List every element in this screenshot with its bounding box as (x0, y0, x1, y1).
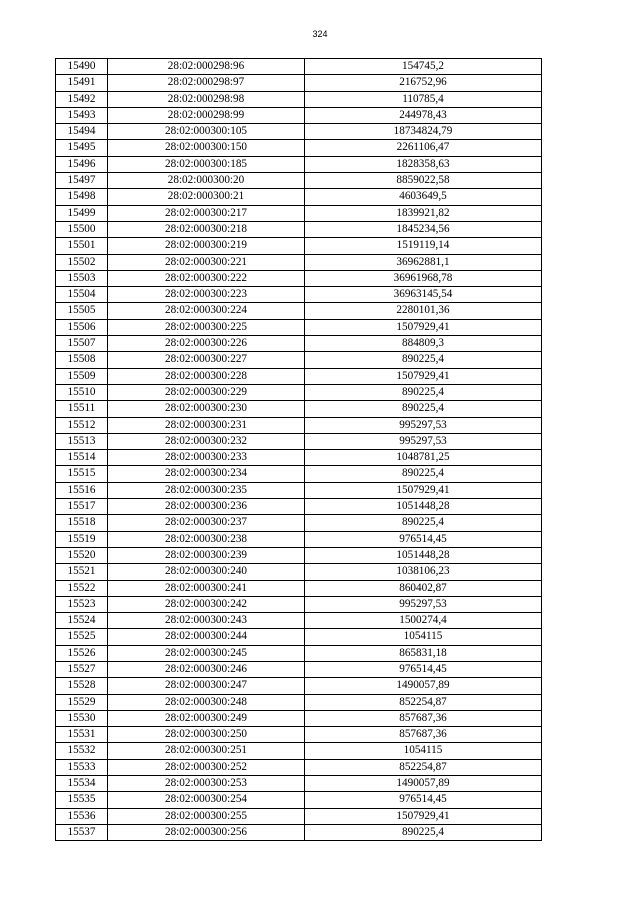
cadastral-number-cell: 28:02:000300:252 (108, 759, 305, 775)
row-number-cell: 15494 (56, 124, 108, 140)
value-cell: 1054115 (305, 743, 542, 759)
table-row (56, 433, 542, 449)
value-cell: 1490057,89 (305, 678, 542, 694)
value-cell: 1490057,89 (305, 776, 542, 792)
cadastral-number-cell: 28:02:000300:244 (108, 629, 305, 645)
cadastral-number-cell: 28:02:000300:245 (108, 645, 305, 661)
table-row (56, 727, 542, 743)
row-number-cell: 15514 (56, 450, 108, 466)
row-number-cell: 15490 (56, 59, 108, 75)
cadastral-number-cell: 28:02:000300:243 (108, 613, 305, 629)
cadastral-number-cell: 28:02:000300:223 (108, 287, 305, 303)
row-number-cell: 15499 (56, 205, 108, 221)
row-number-cell: 15533 (56, 759, 108, 775)
row-number-cell: 15509 (56, 368, 108, 384)
table-row (56, 450, 542, 466)
value-cell: 244978,43 (305, 107, 542, 123)
value-cell: 1828358,63 (305, 156, 542, 172)
row-number-cell: 15530 (56, 710, 108, 726)
table-row (56, 661, 542, 677)
table-row (56, 824, 542, 840)
table-row (56, 319, 542, 335)
row-number-cell: 15517 (56, 499, 108, 515)
cadastral-number-cell: 28:02:000300:249 (108, 710, 305, 726)
cadastral-number-cell: 28:02:000300:237 (108, 515, 305, 531)
value-cell: 857687,36 (305, 727, 542, 743)
value-cell: 890225,4 (305, 352, 542, 368)
row-number-cell: 15498 (56, 189, 108, 205)
table-row (56, 75, 542, 91)
cadastral-number-cell: 28:02:000300:248 (108, 694, 305, 710)
table-row (56, 287, 542, 303)
value-cell: 1507929,41 (305, 482, 542, 498)
cadastral-number-cell: 28:02:000300:238 (108, 531, 305, 547)
value-cell: 890225,4 (305, 515, 542, 531)
cadastral-number-cell: 28:02:000300:233 (108, 450, 305, 466)
cadastral-number-cell: 28:02:000300:241 (108, 580, 305, 596)
row-number-cell: 15502 (56, 254, 108, 270)
table-row (56, 613, 542, 629)
cadastral-number-cell: 28:02:000300:150 (108, 140, 305, 156)
table-row (56, 384, 542, 400)
value-cell: 1839921,82 (305, 205, 542, 221)
table-row (56, 531, 542, 547)
value-cell: 36961968,78 (305, 270, 542, 286)
cadastral-number-cell: 28:02:000300:235 (108, 482, 305, 498)
cadastral-number-cell: 28:02:000300:256 (108, 824, 305, 840)
value-cell: 890225,4 (305, 466, 542, 482)
cadastral-number-cell: 28:02:000300:222 (108, 270, 305, 286)
cadastral-number-cell: 28:02:000300:247 (108, 678, 305, 694)
value-cell: 1051448,28 (305, 547, 542, 563)
value-cell: 1507929,41 (305, 319, 542, 335)
cadastral-number-cell: 28:02:000298:96 (108, 59, 305, 75)
value-cell: 110785,4 (305, 91, 542, 107)
table-row (56, 759, 542, 775)
value-cell: 1038106,23 (305, 564, 542, 580)
table-row (56, 173, 542, 189)
table-row (56, 156, 542, 172)
value-cell: 1048781,25 (305, 450, 542, 466)
value-cell: 216752,96 (305, 75, 542, 91)
cadastral-number-cell: 28:02:000300:246 (108, 661, 305, 677)
value-cell: 2261106,47 (305, 140, 542, 156)
table-row (56, 482, 542, 498)
row-number-cell: 15497 (56, 173, 108, 189)
value-cell: 1507929,41 (305, 808, 542, 824)
table-row (56, 645, 542, 661)
row-number-cell: 15516 (56, 482, 108, 498)
row-number-cell: 15513 (56, 433, 108, 449)
table-row (56, 466, 542, 482)
table-row (56, 91, 542, 107)
row-number-cell: 15528 (56, 678, 108, 694)
row-number-cell: 15536 (56, 808, 108, 824)
table-row (56, 221, 542, 237)
table-row (56, 694, 542, 710)
row-number-cell: 15492 (56, 91, 108, 107)
cadastral-number-cell: 28:02:000300:231 (108, 417, 305, 433)
cadastral-number-cell: 28:02:000300:240 (108, 564, 305, 580)
row-number-cell: 15507 (56, 336, 108, 352)
row-number-cell: 15495 (56, 140, 108, 156)
value-cell: 2280101,36 (305, 303, 542, 319)
value-cell: 36963145,54 (305, 287, 542, 303)
row-number-cell: 15522 (56, 580, 108, 596)
value-cell: 852254,87 (305, 759, 542, 775)
row-number-cell: 15527 (56, 661, 108, 677)
value-cell: 857687,36 (305, 710, 542, 726)
value-cell: 1051448,28 (305, 499, 542, 515)
cadastral-number-cell: 28:02:000300:21 (108, 189, 305, 205)
cadastral-number-cell: 28:02:000300:218 (108, 221, 305, 237)
row-number-cell: 15521 (56, 564, 108, 580)
value-cell: 865831,18 (305, 645, 542, 661)
value-cell: 1054115 (305, 629, 542, 645)
row-number-cell: 15504 (56, 287, 108, 303)
table-row (56, 808, 542, 824)
cadastral-number-cell: 28:02:000300:185 (108, 156, 305, 172)
row-number-cell: 15491 (56, 75, 108, 91)
cadastral-number-cell: 28:02:000300:227 (108, 352, 305, 368)
table-row (56, 189, 542, 205)
table-row (56, 352, 542, 368)
row-number-cell: 15523 (56, 596, 108, 612)
table-row (56, 710, 542, 726)
value-cell: 860402,87 (305, 580, 542, 596)
row-number-cell: 15496 (56, 156, 108, 172)
cadastral-number-cell: 28:02:000300:236 (108, 499, 305, 515)
table-row (56, 205, 542, 221)
row-number-cell: 15493 (56, 107, 108, 123)
cadastral-number-cell: 28:02:000300:255 (108, 808, 305, 824)
cadastral-number-cell: 28:02:000300:217 (108, 205, 305, 221)
table-row (56, 515, 542, 531)
cadastral-number-cell: 28:02:000300:225 (108, 319, 305, 335)
table-body (56, 59, 542, 841)
row-number-cell: 15519 (56, 531, 108, 547)
value-cell: 995297,53 (305, 596, 542, 612)
cadastral-number-cell: 28:02:000300:221 (108, 254, 305, 270)
value-cell: 1500274,4 (305, 613, 542, 629)
cadastral-number-cell: 28:02:000300:250 (108, 727, 305, 743)
table-row (56, 776, 542, 792)
cadastral-number-cell: 28:02:000300:228 (108, 368, 305, 384)
row-number-cell: 15506 (56, 319, 108, 335)
value-cell: 8859022,58 (305, 173, 542, 189)
cadastral-number-cell: 28:02:000300:20 (108, 173, 305, 189)
table-row (56, 254, 542, 270)
table-row (56, 792, 542, 808)
table-row (56, 140, 542, 156)
table-row (56, 417, 542, 433)
row-number-cell: 15532 (56, 743, 108, 759)
value-cell: 884809,3 (305, 336, 542, 352)
value-cell: 1519119,14 (305, 238, 542, 254)
cadastral-number-cell: 28:02:000300:254 (108, 792, 305, 808)
table-row (56, 580, 542, 596)
row-number-cell: 15529 (56, 694, 108, 710)
row-number-cell: 15524 (56, 613, 108, 629)
value-cell: 995297,53 (305, 417, 542, 433)
table-row (56, 564, 542, 580)
cadastral-number-cell: 28:02:000300:105 (108, 124, 305, 140)
cadastral-number-cell: 28:02:000300:242 (108, 596, 305, 612)
value-cell: 976514,45 (305, 531, 542, 547)
cadastral-number-cell: 28:02:000300:219 (108, 238, 305, 254)
table-row (56, 401, 542, 417)
cadastral-number-cell: 28:02:000300:239 (108, 547, 305, 563)
row-number-cell: 15535 (56, 792, 108, 808)
row-number-cell: 15515 (56, 466, 108, 482)
value-cell: 890225,4 (305, 401, 542, 417)
cadastral-number-cell: 28:02:000300:232 (108, 433, 305, 449)
table-row (56, 238, 542, 254)
table-row (56, 124, 542, 140)
cadastral-number-cell: 28:02:000300:224 (108, 303, 305, 319)
row-number-cell: 15520 (56, 547, 108, 563)
value-cell: 976514,45 (305, 792, 542, 808)
cadastral-value-table (55, 58, 542, 841)
value-cell: 890225,4 (305, 384, 542, 400)
row-number-cell: 15508 (56, 352, 108, 368)
table-row (56, 270, 542, 286)
table-row (56, 303, 542, 319)
table-row (56, 629, 542, 645)
table-row (56, 368, 542, 384)
table-row (56, 743, 542, 759)
row-number-cell: 15500 (56, 221, 108, 237)
value-cell: 18734824,79 (305, 124, 542, 140)
value-cell: 154745,2 (305, 59, 542, 75)
row-number-cell: 15510 (56, 384, 108, 400)
cadastral-number-cell: 28:02:000300:234 (108, 466, 305, 482)
value-cell: 1845234,56 (305, 221, 542, 237)
cadastral-number-cell: 28:02:000298:99 (108, 107, 305, 123)
row-number-cell: 15526 (56, 645, 108, 661)
value-cell: 1507929,41 (305, 368, 542, 384)
table-row (56, 678, 542, 694)
row-number-cell: 15511 (56, 401, 108, 417)
cadastral-number-cell: 28:02:000298:98 (108, 91, 305, 107)
value-cell: 976514,45 (305, 661, 542, 677)
row-number-cell: 15501 (56, 238, 108, 254)
table-row (56, 499, 542, 515)
table-row (56, 547, 542, 563)
cadastral-number-cell: 28:02:000298:97 (108, 75, 305, 91)
cadastral-number-cell: 28:02:000300:229 (108, 384, 305, 400)
value-cell: 4603649,5 (305, 189, 542, 205)
table-row (56, 107, 542, 123)
value-cell: 890225,4 (305, 824, 542, 840)
row-number-cell: 15512 (56, 417, 108, 433)
value-cell: 995297,53 (305, 433, 542, 449)
value-cell: 852254,87 (305, 694, 542, 710)
row-number-cell: 15534 (56, 776, 108, 792)
row-number-cell: 15537 (56, 824, 108, 840)
row-number-cell: 15505 (56, 303, 108, 319)
row-number-cell: 15518 (56, 515, 108, 531)
page-number: 324 (312, 29, 328, 39)
table-row (56, 596, 542, 612)
row-number-cell: 15503 (56, 270, 108, 286)
value-cell: 36962881,1 (305, 254, 542, 270)
cadastral-number-cell: 28:02:000300:230 (108, 401, 305, 417)
cadastral-number-cell: 28:02:000300:251 (108, 743, 305, 759)
row-number-cell: 15531 (56, 727, 108, 743)
cadastral-number-cell: 28:02:000300:253 (108, 776, 305, 792)
table-row (56, 59, 542, 75)
cadastral-number-cell: 28:02:000300:226 (108, 336, 305, 352)
row-number-cell: 15525 (56, 629, 108, 645)
table-row (56, 336, 542, 352)
